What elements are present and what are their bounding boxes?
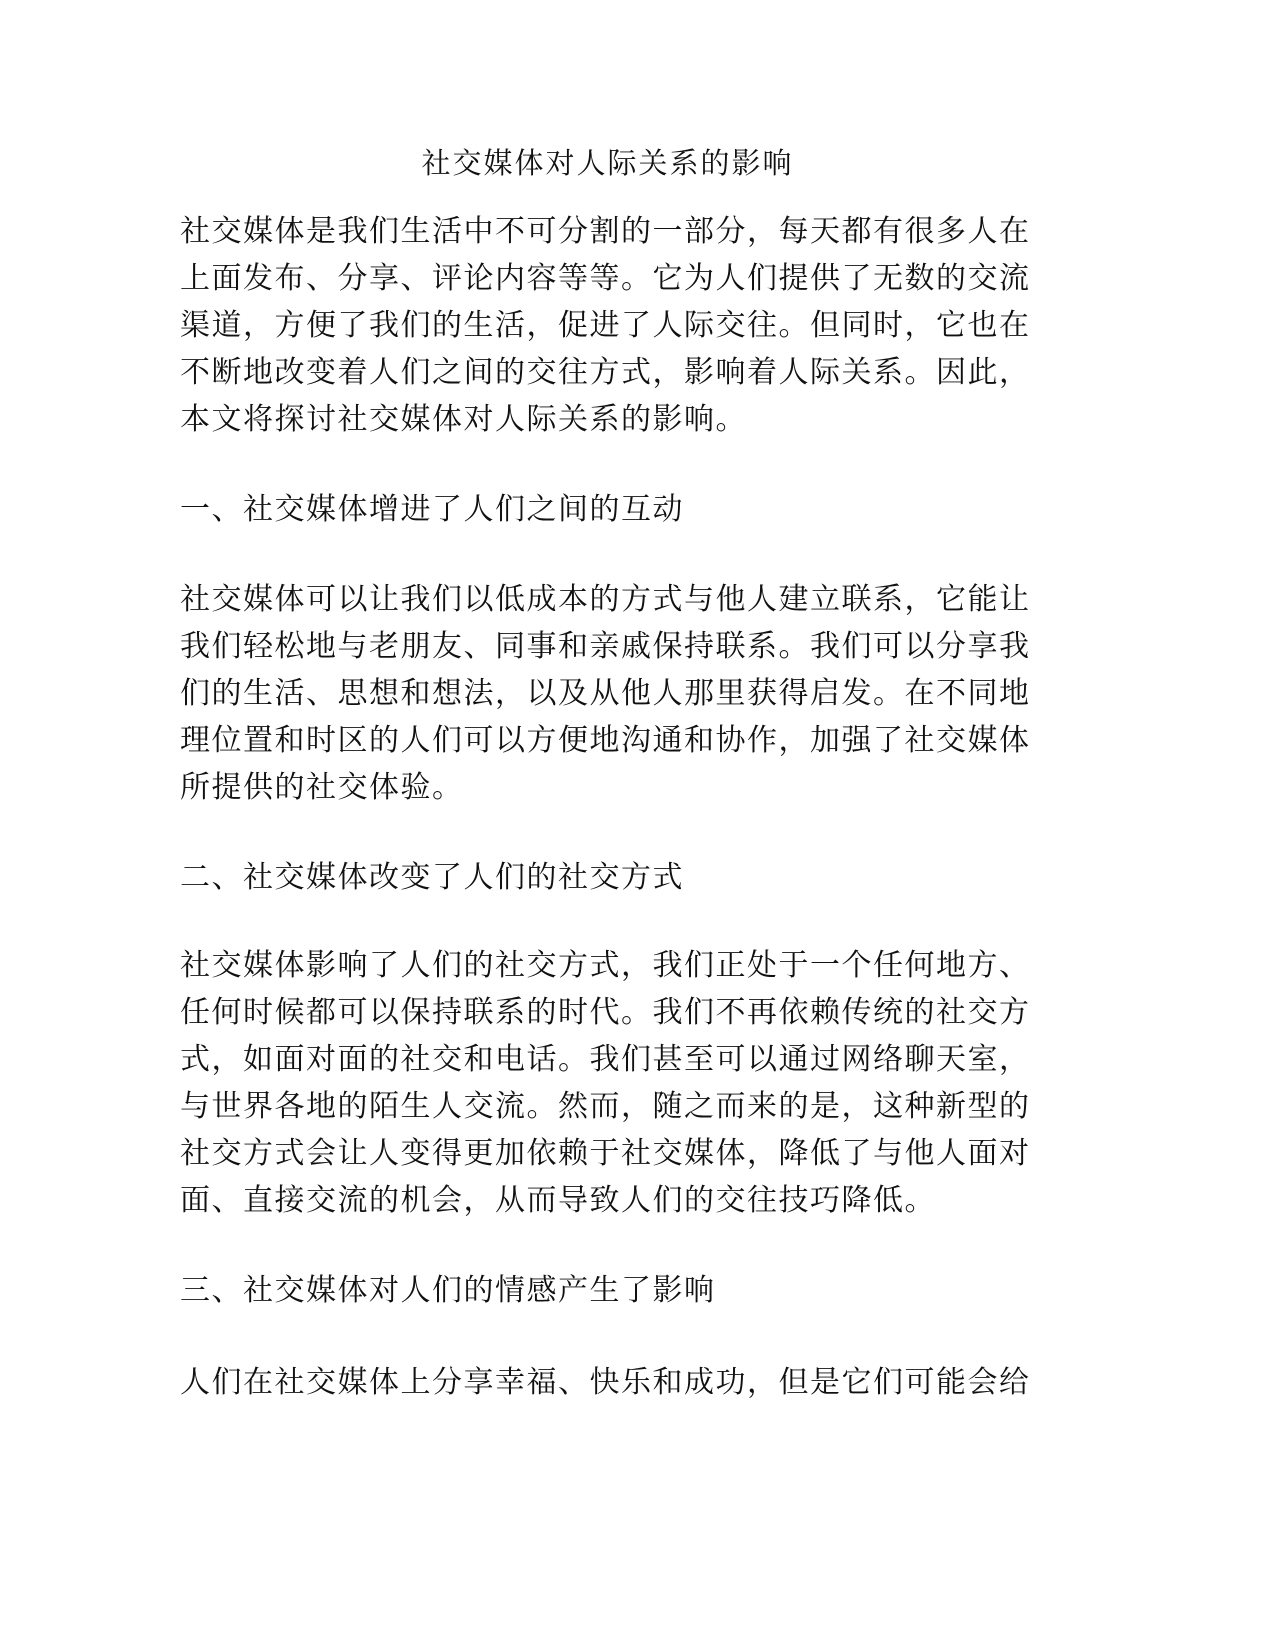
section-3-paragraph	[180, 1359, 1050, 1406]
text-line: 们的生活、思想和想法，以及从他人那里获得启发。在不同地	[180, 676, 1031, 711]
text-line: 式，如面对面的社交和电话。我们甚至可以通过网络聊天室，	[180, 1042, 1031, 1077]
text-line: 任何时候都可以保持联系的时代。我们不再依赖传统的社交方	[180, 995, 1031, 1030]
heading-text: 二、社交媒体改变了人们的社交方式	[180, 860, 684, 895]
section-2-paragraph	[180, 942, 1050, 1224]
text-line: 本文将探讨社交媒体对人际关系的影响。	[180, 402, 747, 437]
text-line: 我们轻松地与老朋友、同事和亲戚保持联系。我们可以分享我	[180, 629, 1031, 664]
text-line: 人们在社交媒体上分享幸福、快乐和成功，但是它们可能会给	[180, 1365, 1031, 1400]
heading-text: 三、社交媒体对人们的情感产生了影响	[180, 1273, 716, 1308]
text-line: 社交媒体是我们生活中不可分割的一部分，每天都有很多人在	[180, 214, 1031, 249]
section-1-heading	[180, 486, 1050, 533]
text-line: 所提供的社交体验。	[180, 770, 464, 805]
text-line: 不断地改变着人们之间的交往方式，影响着人际关系。因此，	[180, 355, 1031, 390]
text-line: 社交媒体影响了人们的社交方式，我们正处于一个任何地方、	[180, 948, 1031, 983]
text-line: 上面发布、分享、评论内容等等。它为人们提供了无数的交流	[180, 261, 1031, 296]
document-title: 社交媒体对人际关系的影响	[421, 146, 794, 180]
text-line: 理位置和时区的人们可以方便地沟通和协作，加强了社交媒体	[180, 723, 1031, 758]
section-1-paragraph	[180, 576, 1050, 811]
section-3-heading	[180, 1267, 1050, 1314]
text-line: 社交媒体可以让我们以低成本的方式与他人建立联系，它能让	[180, 582, 1031, 617]
heading-text: 一、社交媒体增进了人们之间的互动	[180, 492, 684, 527]
intro-paragraph	[180, 208, 1050, 443]
text-line: 与世界各地的陌生人交流。然而，随之而来的是，这种新型的	[180, 1089, 1031, 1124]
text-line: 面、直接交流的机会，从而导致人们的交往技巧降低。	[180, 1183, 936, 1218]
section-2-heading	[180, 854, 1050, 901]
text-line: 渠道，方便了我们的生活，促进了人际交往。但同时，它也在	[180, 308, 1031, 343]
text-line: 社交方式会让人变得更加依赖于社交媒体，降低了与他人面对	[180, 1136, 1031, 1171]
